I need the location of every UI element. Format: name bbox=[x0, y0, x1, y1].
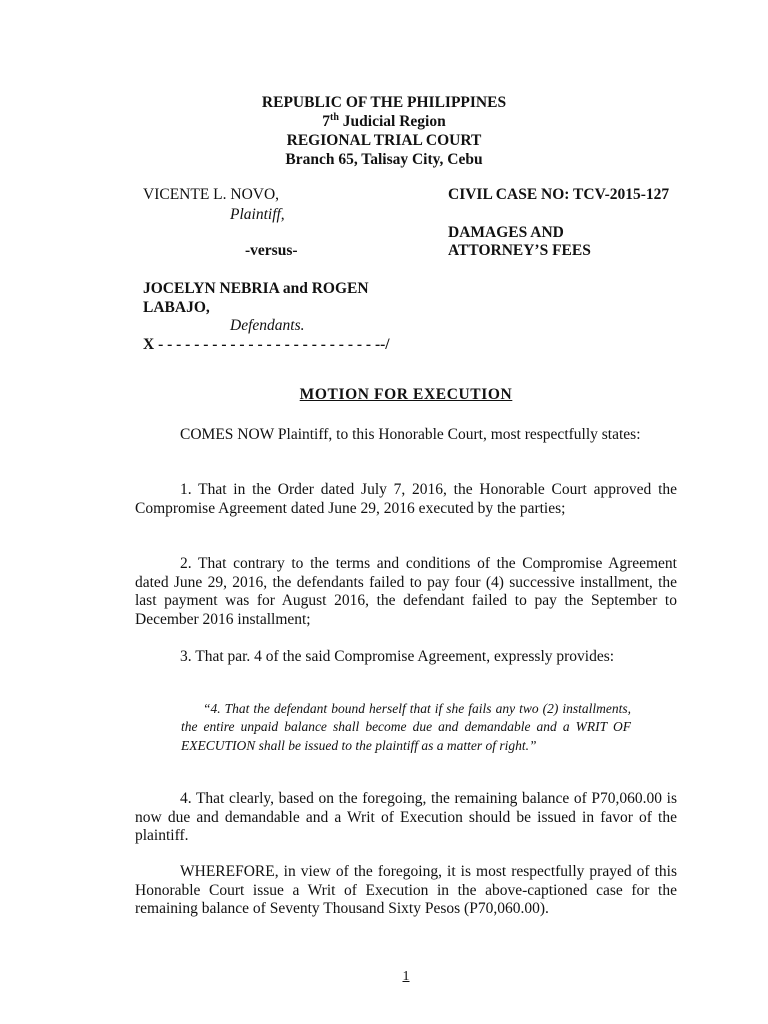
versus-label: -versus- bbox=[245, 242, 298, 259]
case-label: CIVIL CASE NO bbox=[448, 186, 565, 203]
paragraph-4: 4. That clearly, based on the foregoing, the remaining balance of P70,060.00 is now due and demandable and a Writ of Execution should be issued in favor of the plaintiff. bbox=[135, 790, 677, 844]
paragraph-1: 1. That in the Order dated July 7, 2016, the Honorable Court approved the Compromise Agreement dated June 29, 2016 executed by the parties; bbox=[135, 481, 677, 517]
motion-title: MOTION FOR EXECUTION bbox=[299, 386, 513, 403]
defendant-role: Defendants. bbox=[230, 317, 305, 334]
quoted-provision: “4. That the defendant bound herself that if she fails any two (2) installments, the entire unpaid balance shall become due and demandable and a WRIT OF EXECUTION shall be issued to the plaintiff as a matter of right.” bbox=[181, 701, 631, 753]
plaintiff-role: Plaintiff, bbox=[230, 206, 285, 223]
header-region bbox=[0, 113, 768, 131]
defendant-name-line1: JOCELYN NEBRIA and ROGEN bbox=[143, 280, 369, 297]
header-court: REGIONAL TRIAL COURT bbox=[286, 132, 482, 149]
region-text: Judicial Region bbox=[338, 113, 446, 130]
header-branch: Branch 65, Talisay City, Cebu bbox=[285, 151, 483, 168]
region-suffix: th bbox=[330, 111, 339, 123]
paragraph-2: 2. That contrary to the terms and conditions of the Compromise Agreement dated June 29, 2016, the defendants failed to pay four (4) successive installment, the last payment was for August 2016, the defendant failed to pay the September to December 2016 installment; bbox=[135, 555, 677, 628]
case-value: : TCV-2015-127 bbox=[564, 186, 670, 203]
paragraph-3: 3. That par. 4 of the said Compromise Agreement, expressly provides: bbox=[180, 648, 615, 665]
paragraph-intro: COMES NOW Plaintiff, to this Honorable Court, most respectfully states: bbox=[180, 426, 641, 443]
case-nature-line2: ATTORNEY’S FEES bbox=[448, 242, 591, 259]
caption-separator: X - - - - - - - - - - - - - - - - - - - - - - - - --/ bbox=[143, 336, 390, 353]
page-number: 1 bbox=[402, 969, 410, 984]
defendant-name-line2: LABAJO, bbox=[143, 299, 210, 316]
case-number bbox=[448, 186, 669, 204]
region-number: 7 bbox=[322, 113, 331, 130]
case-nature-line1: DAMAGES AND bbox=[448, 224, 564, 241]
paragraph-prayer: WHEREFORE, in view of the foregoing, it is most respectfully prayed of this Honorable Court issue a Writ of Execution in the above-captioned case for the remaining balance of Seventy Thousand Sixty Pesos (P70,060.00). bbox=[135, 863, 677, 917]
header-republic: REPUBLIC OF THE PHILIPPINES bbox=[261, 94, 507, 111]
plaintiff-name: VICENTE L. NOVO, bbox=[143, 186, 280, 203]
